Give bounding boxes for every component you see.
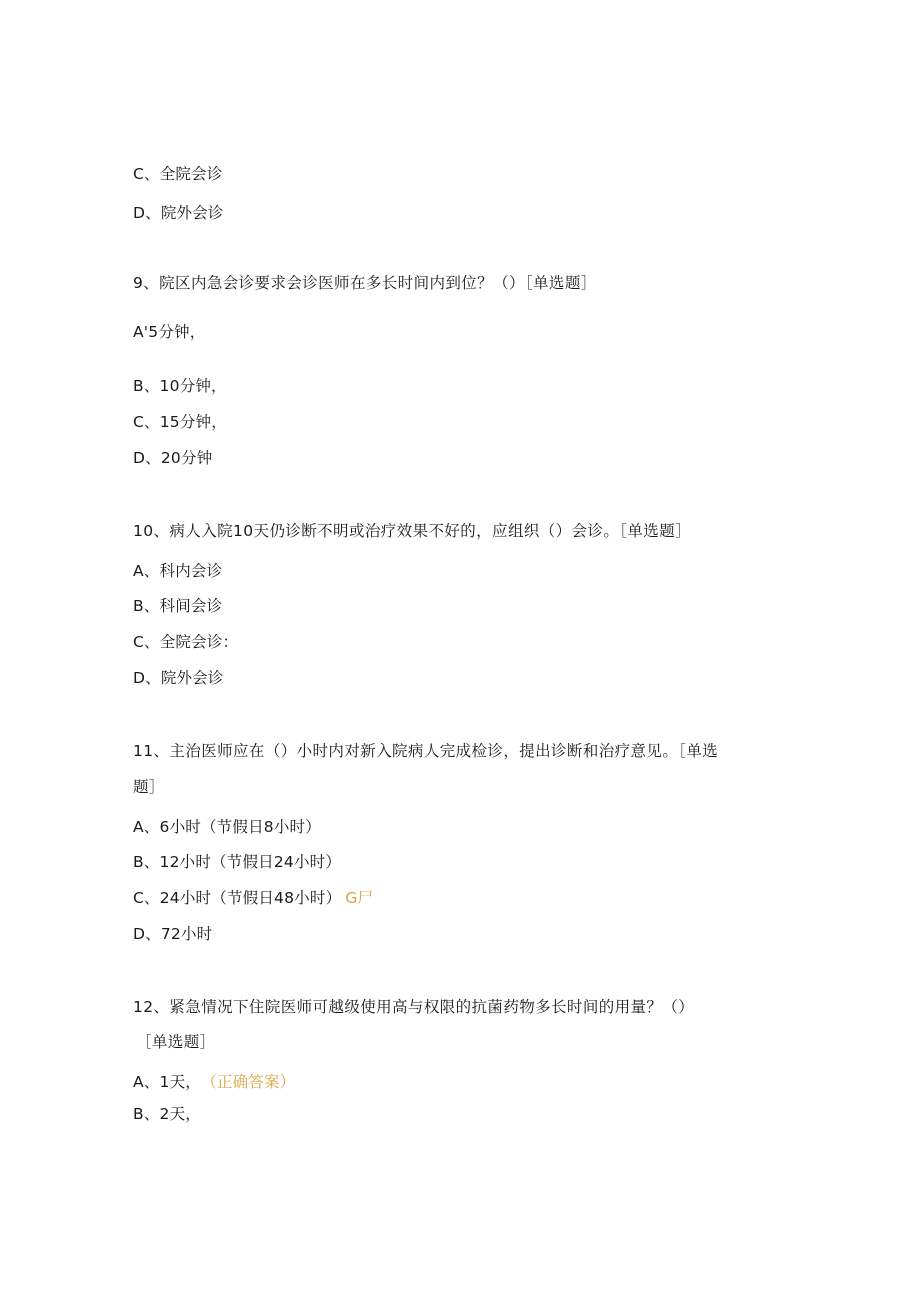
question-9-option-b: B、10分钟，: [133, 377, 227, 395]
question-12-stem-line-2: ［单选题］: [136, 1033, 216, 1051]
question-12-option-a-text: A、1天，: [133, 1073, 201, 1091]
question-9-stem: 9、院区内急会诊要求会诊医师在多长时间内到位？（）［单选题］: [133, 274, 597, 292]
prev-option-c: C、全院会诊: [133, 165, 223, 183]
question-10-option-a: A、科内会诊: [133, 562, 223, 580]
correct-answer-mark: （正确答案）: [208, 1073, 296, 1091]
question-11-option-c-text: C、24小时（节假日48小时）: [133, 889, 342, 907]
question-11-stem-line-1: 11、主治医师应在（）小时内对新入院病人完成检诊，提出诊断和治疗意见。［单选: [133, 742, 719, 760]
question-10-stem: 10、病人入院10天仍诊断不明或治疗效果不好的，应组织（）会诊。［单选题］: [133, 522, 691, 540]
question-9-option-d: D、20分钟: [133, 449, 213, 467]
question-11-option-c: [133, 887, 373, 909]
question-11-stem-line-2: 题］: [133, 778, 165, 796]
question-12-option-b: B、2天，: [133, 1105, 201, 1123]
question-9-option-c: C、15分钟，: [133, 413, 227, 431]
question-12-stem-line-1: 12、紧急情况下住院医师可越级使用高与权限的抗菌药物多长时间的用量？（）: [133, 998, 695, 1016]
question-10-option-d: D、院外会诊: [133, 669, 224, 687]
question-10-option-b: B、科间会诊: [133, 597, 223, 615]
answer-mark: G尸: [345, 889, 374, 907]
question-11-option-b: B、12小时（节假日24小时）: [133, 853, 342, 871]
question-11-option-d: D、72小时: [133, 925, 213, 943]
question-11-option-a: A、6小时（节假日8小时）: [133, 818, 321, 836]
prev-option-d: D、院外会诊: [133, 204, 224, 222]
question-9-option-a: A'5分钟，: [133, 323, 206, 341]
question-10-option-c: C、全院会诊：: [133, 633, 239, 651]
question-12-option-a: [133, 1071, 295, 1093]
